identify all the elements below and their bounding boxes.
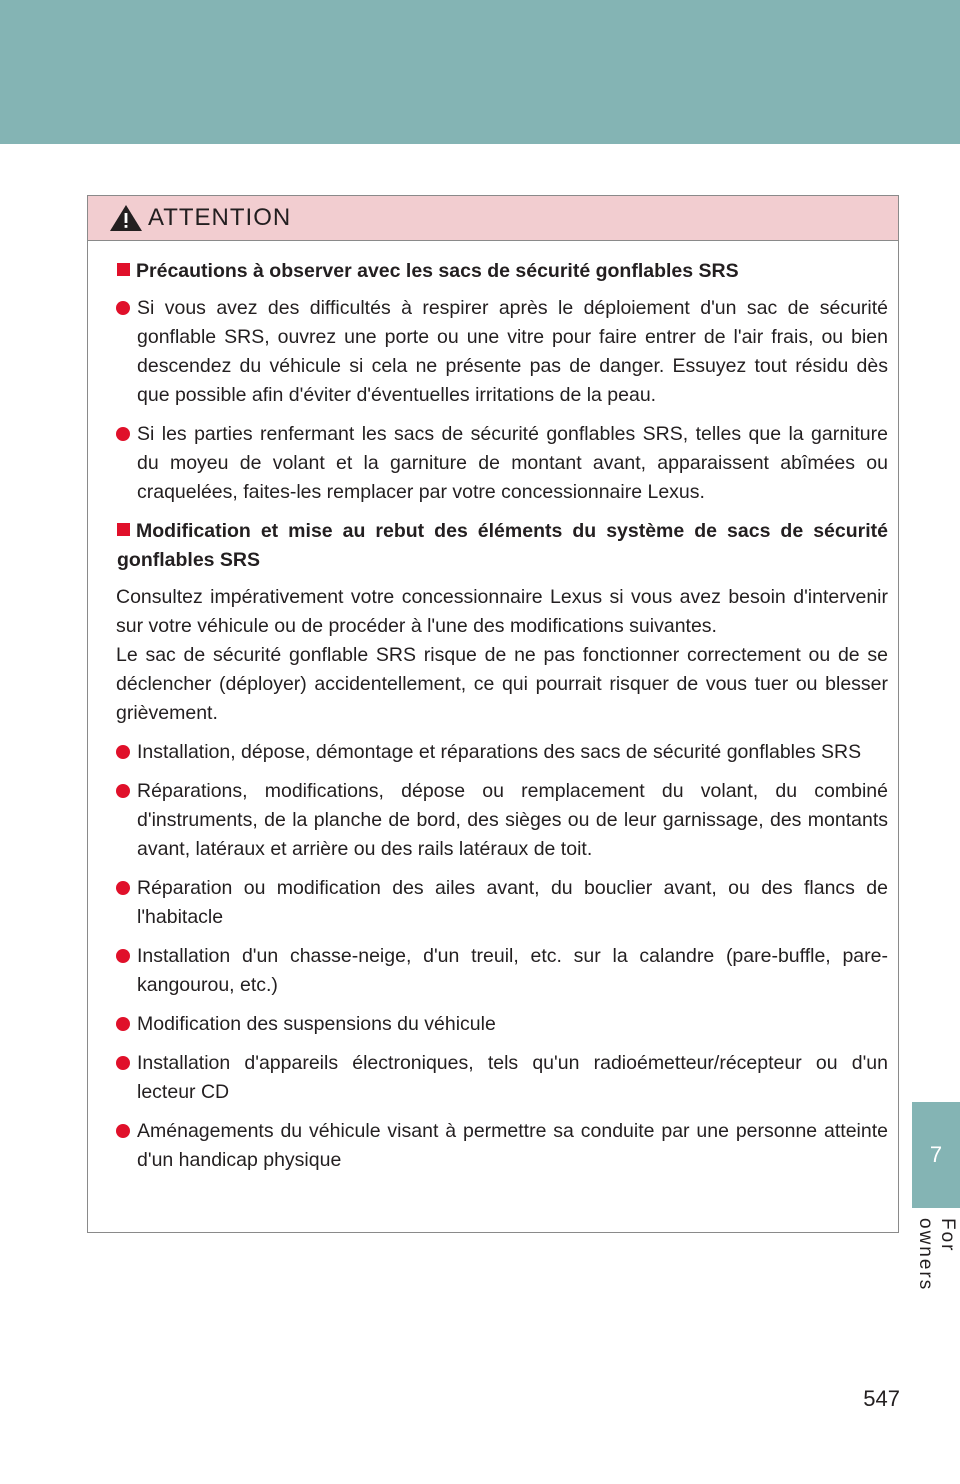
list-item: Modification des suspensions du véhicule bbox=[116, 1010, 888, 1039]
warning-triangle-icon bbox=[108, 203, 144, 233]
caution-box bbox=[87, 195, 899, 1233]
list-item: Aménagements du véhicule visant à permettre sa conduite par une personne atteinte d'un handicap physique bbox=[116, 1117, 888, 1175]
red-bullet-icon bbox=[116, 1017, 130, 1031]
page-number: 547 bbox=[863, 1386, 900, 1411]
chapter-number: 7 bbox=[929, 1142, 943, 1167]
red-bullet-icon bbox=[116, 949, 130, 963]
paragraph: Le sac de sécurité gonflable SRS risque de ne pas fonctionner correctement ou de se déclencher (déployer) accidentellement, ce qui pourrait risquer de vous tuer ou blesser grièvement. bbox=[116, 644, 888, 724]
list-item: Réparation ou modification des ailes avant, du bouclier avant, ou des flancs de l'habitacle bbox=[116, 874, 888, 932]
red-bullet-icon bbox=[116, 427, 130, 441]
list-item: Si les parties renfermant les sacs de sécurité gonflables SRS, telles que la garniture du moyeu de volant et la garniture de montant avant, apparaissent abîmées ou craquelées, faites-les remplacer par votre concessionnaire Lexus. bbox=[116, 420, 888, 507]
list-item: Si vous avez des difficultés à respirer après le déploiement d'un sac de sécurité gonflable SRS, ouvrez une porte ou une vitre pour faire entrer de l'air frais, ou bien descendez du véhicule si cela ne présente pas de danger. Essuyez tout résidu dès que possible afin d'éviter d'éventuelles irritations de la peau. bbox=[116, 294, 888, 410]
list-item: Réparations, modifications, dépose ou remplacement du volant, du combiné d'instruments, de la planche de bord, des sièges ou de leur garnissage, des montants avant, latéraux et arrière ou des rails latéraux de toit. bbox=[116, 777, 888, 864]
caution-title: ATTENTION bbox=[148, 204, 292, 231]
red-bullet-icon bbox=[116, 1056, 130, 1070]
red-bullet-icon bbox=[116, 1124, 130, 1138]
red-bullet-icon bbox=[116, 881, 130, 895]
top-color-band bbox=[0, 0, 960, 144]
paragraph: Consultez impérativement votre concessionnaire Lexus si vous avez besoin d'intervenir sur votre véhicule ou de procéder à l'une des modifications suivantes. bbox=[116, 586, 888, 637]
red-square-icon bbox=[117, 263, 130, 276]
list-item: Installation d'un chasse-neige, d'un treuil, etc. sur la calandre (pare-buffle, pare-kangourou, etc.) bbox=[116, 942, 888, 1000]
chapter-tab[interactable] bbox=[912, 1102, 960, 1208]
caution-body bbox=[88, 241, 898, 1175]
section-heading: Précautions à observer avec les sacs de sécurité gonflables SRS bbox=[116, 257, 888, 286]
section-heading: Modification et mise au rebut des éléments du système de sacs de sécurité gonflables SRS bbox=[117, 520, 888, 571]
red-bullet-icon bbox=[116, 745, 130, 759]
red-bullet-icon bbox=[116, 301, 130, 315]
list-item: Installation d'appareils électroniques, tels qu'un radioémetteur/récepteur ou d'un lecteur CD bbox=[116, 1049, 888, 1107]
caution-header bbox=[88, 196, 898, 241]
red-bullet-icon bbox=[116, 784, 130, 798]
red-square-icon bbox=[117, 523, 130, 536]
list-item: Installation, dépose, démontage et réparations des sacs de sécurité gonflables SRS bbox=[116, 738, 888, 767]
chapter-label: For owners bbox=[915, 1218, 958, 1292]
